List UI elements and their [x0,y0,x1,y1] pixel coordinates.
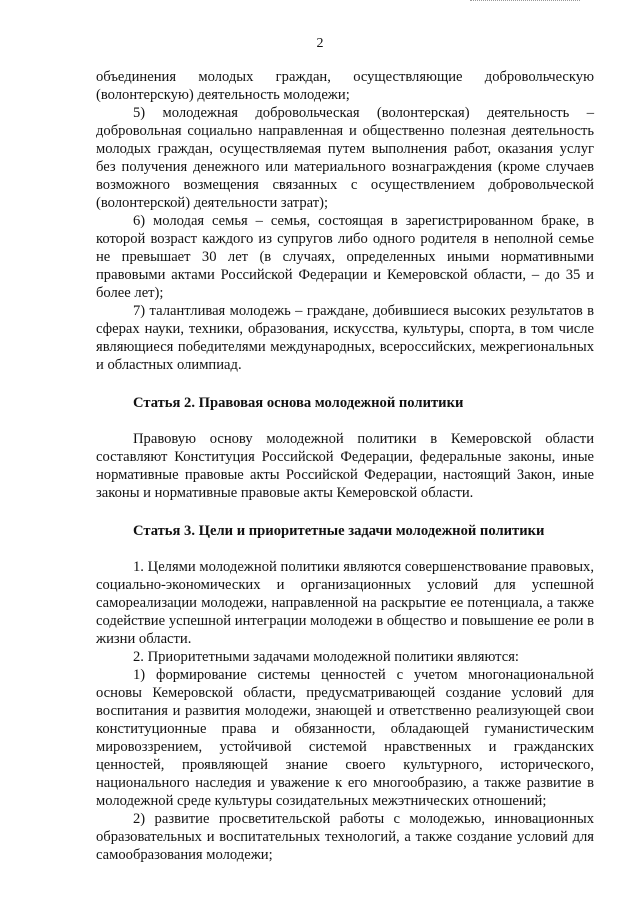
article-2-text: Правовую основу молодежной политики в Кемеровской области составляют Конституция Российской Федерации, федеральные законы, иные нормативные правовые акты Российской Федерации, настоящий Закон, иные законы и нормативные правовые акты Кемеровской области. [96,431,594,501]
article-3-clause-1: 1. Целями молодежной политики являются совершенствование правовых, социально-экономических и организационных условий для успешной самореализации молодежи, направленной на раскрытие ее потенциала, а также содействие успешной интеграции молодежи в общество и повышение ее роли в жизни области. [96,559,594,647]
page-number: 2 [316,36,324,51]
paragraph-definition-5: 5) молодежная добровольческая (волонтерская) деятельность – добровольная социально направленная и общественно полезная деятельность молодых граждан, осуществляемая путем выполнения работ, оказания услуг без получения денежного или материального вознаграждения (кроме случаев возможного возмещения связанных с осуществлением добровольческой (волонтерской) деятельности затрат); [96,105,594,211]
paragraph-definition-7: 7) талантливая молодежь – граждане, добившиеся высоких результатов в сферах науки, техники, образования, искусства, культуры, спорта, в том числе являющиеся победителями международных, всероссийских, межрегиональных и областных олимпиад. [96,303,594,373]
article-3-task-2: 2) развитие просветительской работы с молодежью, инновационных образовательных и воспитательных технологий, а также создание условий для самообразования молодежи; [96,811,594,863]
article-3-task-1: 1) формирование системы ценностей с учетом многонациональной основы Кемеровской области, предусматривающей создание условий для воспитания и развития молодежи, знающей и ответственно реализующей свои конституционные права и обязанности, обладающей гуманистическим мировоззрением, устойчивой системой нравственных и гражданских ценностей, проявляющей знание своего культурного, исторического, национального наследия и уважение к его многообразию, а также развитие в молодежной среде культуры созидательных межэтнических отношений; [96,667,594,809]
paragraph-definition-6: 6) молодая семья – семья, состоящая в зарегистрированном браке, в которой возраст каждого из супругов либо одного родителя в неполной семье не превышает 30 лет (в случаях, определенных иными нормативными правовыми актами Российской Федерации и Кемеровской области, – до 35 и более лет); [96,213,594,301]
article-3-title: Статья 3. Цели и приоритетные задачи молодежной политики [133,523,545,539]
top-edge-rule [470,0,580,2]
document-body [96,68,594,864]
article-3-clause-2: 2. Приоритетными задачами молодежной политики являются: [133,649,519,665]
paragraph-definitions-continuation: объединения молодых граждан, осуществляющие добровольческую (волонтерскую) деятельность молодежи; [96,69,594,103]
article-2-title: Статья 2. Правовая основа молодежной политики [133,395,464,411]
